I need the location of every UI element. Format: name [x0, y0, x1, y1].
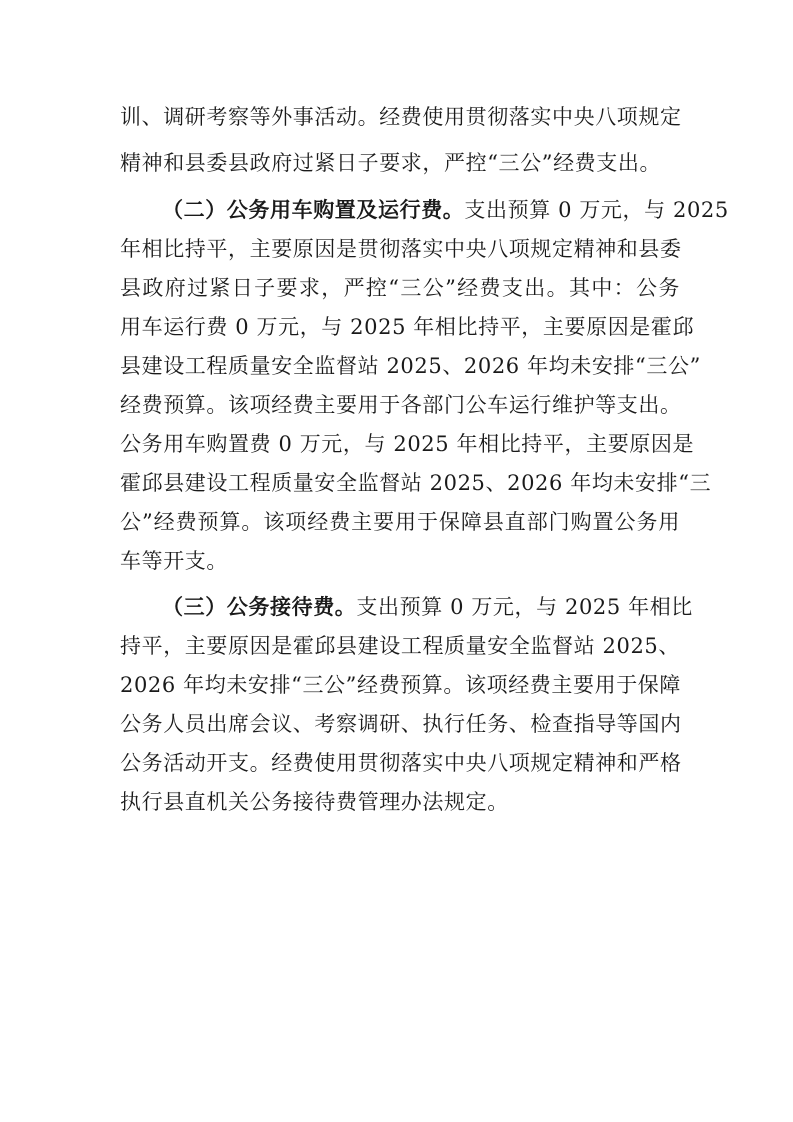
paragraph-3-first-line-text: 支出预算 0 万元，与 2025 年相比: [356, 595, 693, 619]
paragraph-3-line-3: 2026 年均未安排“三公”经费预算。该项经费主要用于保障: [120, 673, 681, 697]
paragraph-2-first-line-text: 支出预算 0 万元，与 2025: [464, 198, 729, 222]
paragraph-2-line-2: 年相比持平，主要原因是贯彻落实中央八项规定精神和县委: [120, 237, 682, 261]
paragraph-2-line-8: 霍邱县建设工程质量安全监督站 2025、2026 年均未安排“三: [120, 471, 712, 495]
paragraph-2-line-10: 车等开支。: [120, 549, 228, 573]
paragraph-1-line-1: 训、调研考察等外事活动。经费使用贯彻落实中央八项规定: [120, 105, 682, 129]
section-heading-reception-costs: （三）公务接待费。: [162, 594, 357, 619]
paragraph-3-line-1: [162, 591, 693, 623]
paragraph-3-line-5: 公务活动开支。经费使用贯彻落实中央八项规定精神和严格: [120, 751, 682, 775]
paragraph-3-line-6: 执行县直机关公务接待费管理办法规定。: [120, 790, 509, 814]
paragraph-3-line-2: 持平，主要原因是霍邱县建设工程质量安全监督站 2025、: [120, 634, 680, 658]
paragraph-2-line-6: 经费预算。该项经费主要用于各部门公车运行维护等支出。: [120, 393, 682, 417]
paragraph-2-line-4: 用车运行费 0 万元，与 2025 年相比持平，主要原因是霍邱: [120, 315, 695, 339]
paragraph-2-line-5: 县建设工程质量安全监督站 2025、2026 年均未安排“三公”: [120, 354, 701, 378]
paragraph-2-line-3: 县政府过紧日子要求，严控“三公”经费支出。其中：公务: [120, 276, 680, 300]
paragraph-1-line-2: 精神和县委县政府过紧日子要求，严控“三公”经费支出。: [120, 151, 662, 175]
paragraph-2-line-7: 公务用车购置费 0 万元，与 2025 年相比持平，主要原因是: [120, 432, 695, 456]
paragraph-3-line-4: 公务人员出席会议、考察调研、执行任务、检查指导等国内: [120, 712, 682, 736]
section-heading-vehicle-costs: （二）公务用车购置及运行费。: [162, 197, 465, 222]
paragraph-2-line-9: 公”经费预算。该项经费主要用于保障县直部门购置公务用: [120, 510, 680, 534]
paragraph-2-line-1: [162, 194, 729, 226]
